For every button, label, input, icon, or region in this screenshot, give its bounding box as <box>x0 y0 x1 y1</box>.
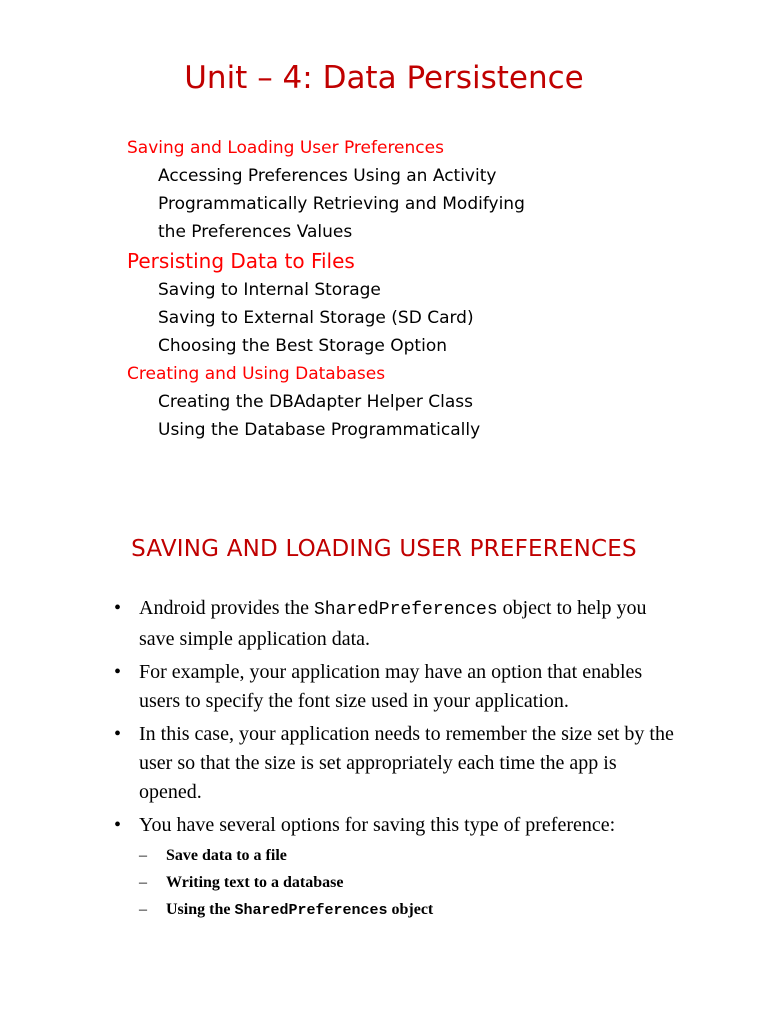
code-shared-preferences: SharedPreferences <box>313 600 498 620</box>
option-list <box>139 842 674 924</box>
bullet-item <box>114 720 674 807</box>
dash-symbol: – <box>139 847 147 864</box>
topic-item: Accessing Preferences Using an Activity <box>158 166 497 186</box>
bullet-symbol: • <box>114 814 122 836</box>
option-text: Writing text to a database <box>166 874 344 891</box>
bullet-text: Android provides the <box>139 597 314 619</box>
slide-title: Unit – 4: Data Persistence <box>184 60 584 96</box>
topic-item: Using the Database Programmatically <box>158 420 481 440</box>
bullet-item <box>114 594 674 654</box>
option-item <box>139 869 674 896</box>
slide-unit-4-overview <box>0 0 768 480</box>
option-item <box>139 896 674 924</box>
dash-symbol: – <box>139 874 147 891</box>
bullet-symbol: • <box>114 597 122 619</box>
bullet-text: For example, your application may have an option that enables users to specify the font size used in your application. <box>139 661 643 712</box>
topic-item: Saving to External Storage (SD Card) <box>158 308 474 328</box>
bullet-text: object to help you save simple application data. <box>139 597 647 650</box>
topic-item: Saving to Internal Storage <box>158 280 381 300</box>
topic-item: Programmatically Retrieving and Modifying <box>158 194 525 214</box>
section-heading-databases: Creating and Using Databases <box>127 364 386 384</box>
topic-outline <box>127 134 747 444</box>
slide-title: SAVING AND LOADING USER PREFERENCES <box>131 536 637 562</box>
bullet-list <box>114 594 674 928</box>
option-item <box>139 842 674 869</box>
dash-symbol: – <box>139 901 147 918</box>
bullet-item <box>114 811 674 924</box>
bullet-text: You have several options for saving this type of preference: <box>139 814 616 836</box>
bullet-item <box>114 658 674 716</box>
bullet-symbol: • <box>114 661 122 683</box>
topic-item: Choosing the Best Storage Option <box>158 336 447 356</box>
bullet-symbol: • <box>114 723 122 745</box>
topic-item: Creating the DBAdapter Helper Class <box>158 392 473 412</box>
option-text: Save data to a file <box>166 847 287 864</box>
slide-user-preferences <box>0 510 768 1024</box>
option-text: object <box>387 901 434 918</box>
topic-item: the Preferences Values <box>158 222 353 242</box>
section-heading-files: Persisting Data to Files <box>127 249 355 273</box>
bullet-text: In this case, your application needs to remember the size set by the user so that the size is set appropriately each time the app is opened. <box>139 723 674 803</box>
option-text: Using the <box>166 901 235 918</box>
section-heading-preferences: Saving and Loading User Preferences <box>127 138 444 158</box>
code-shared-preferences: SharedPreferences <box>234 902 388 919</box>
